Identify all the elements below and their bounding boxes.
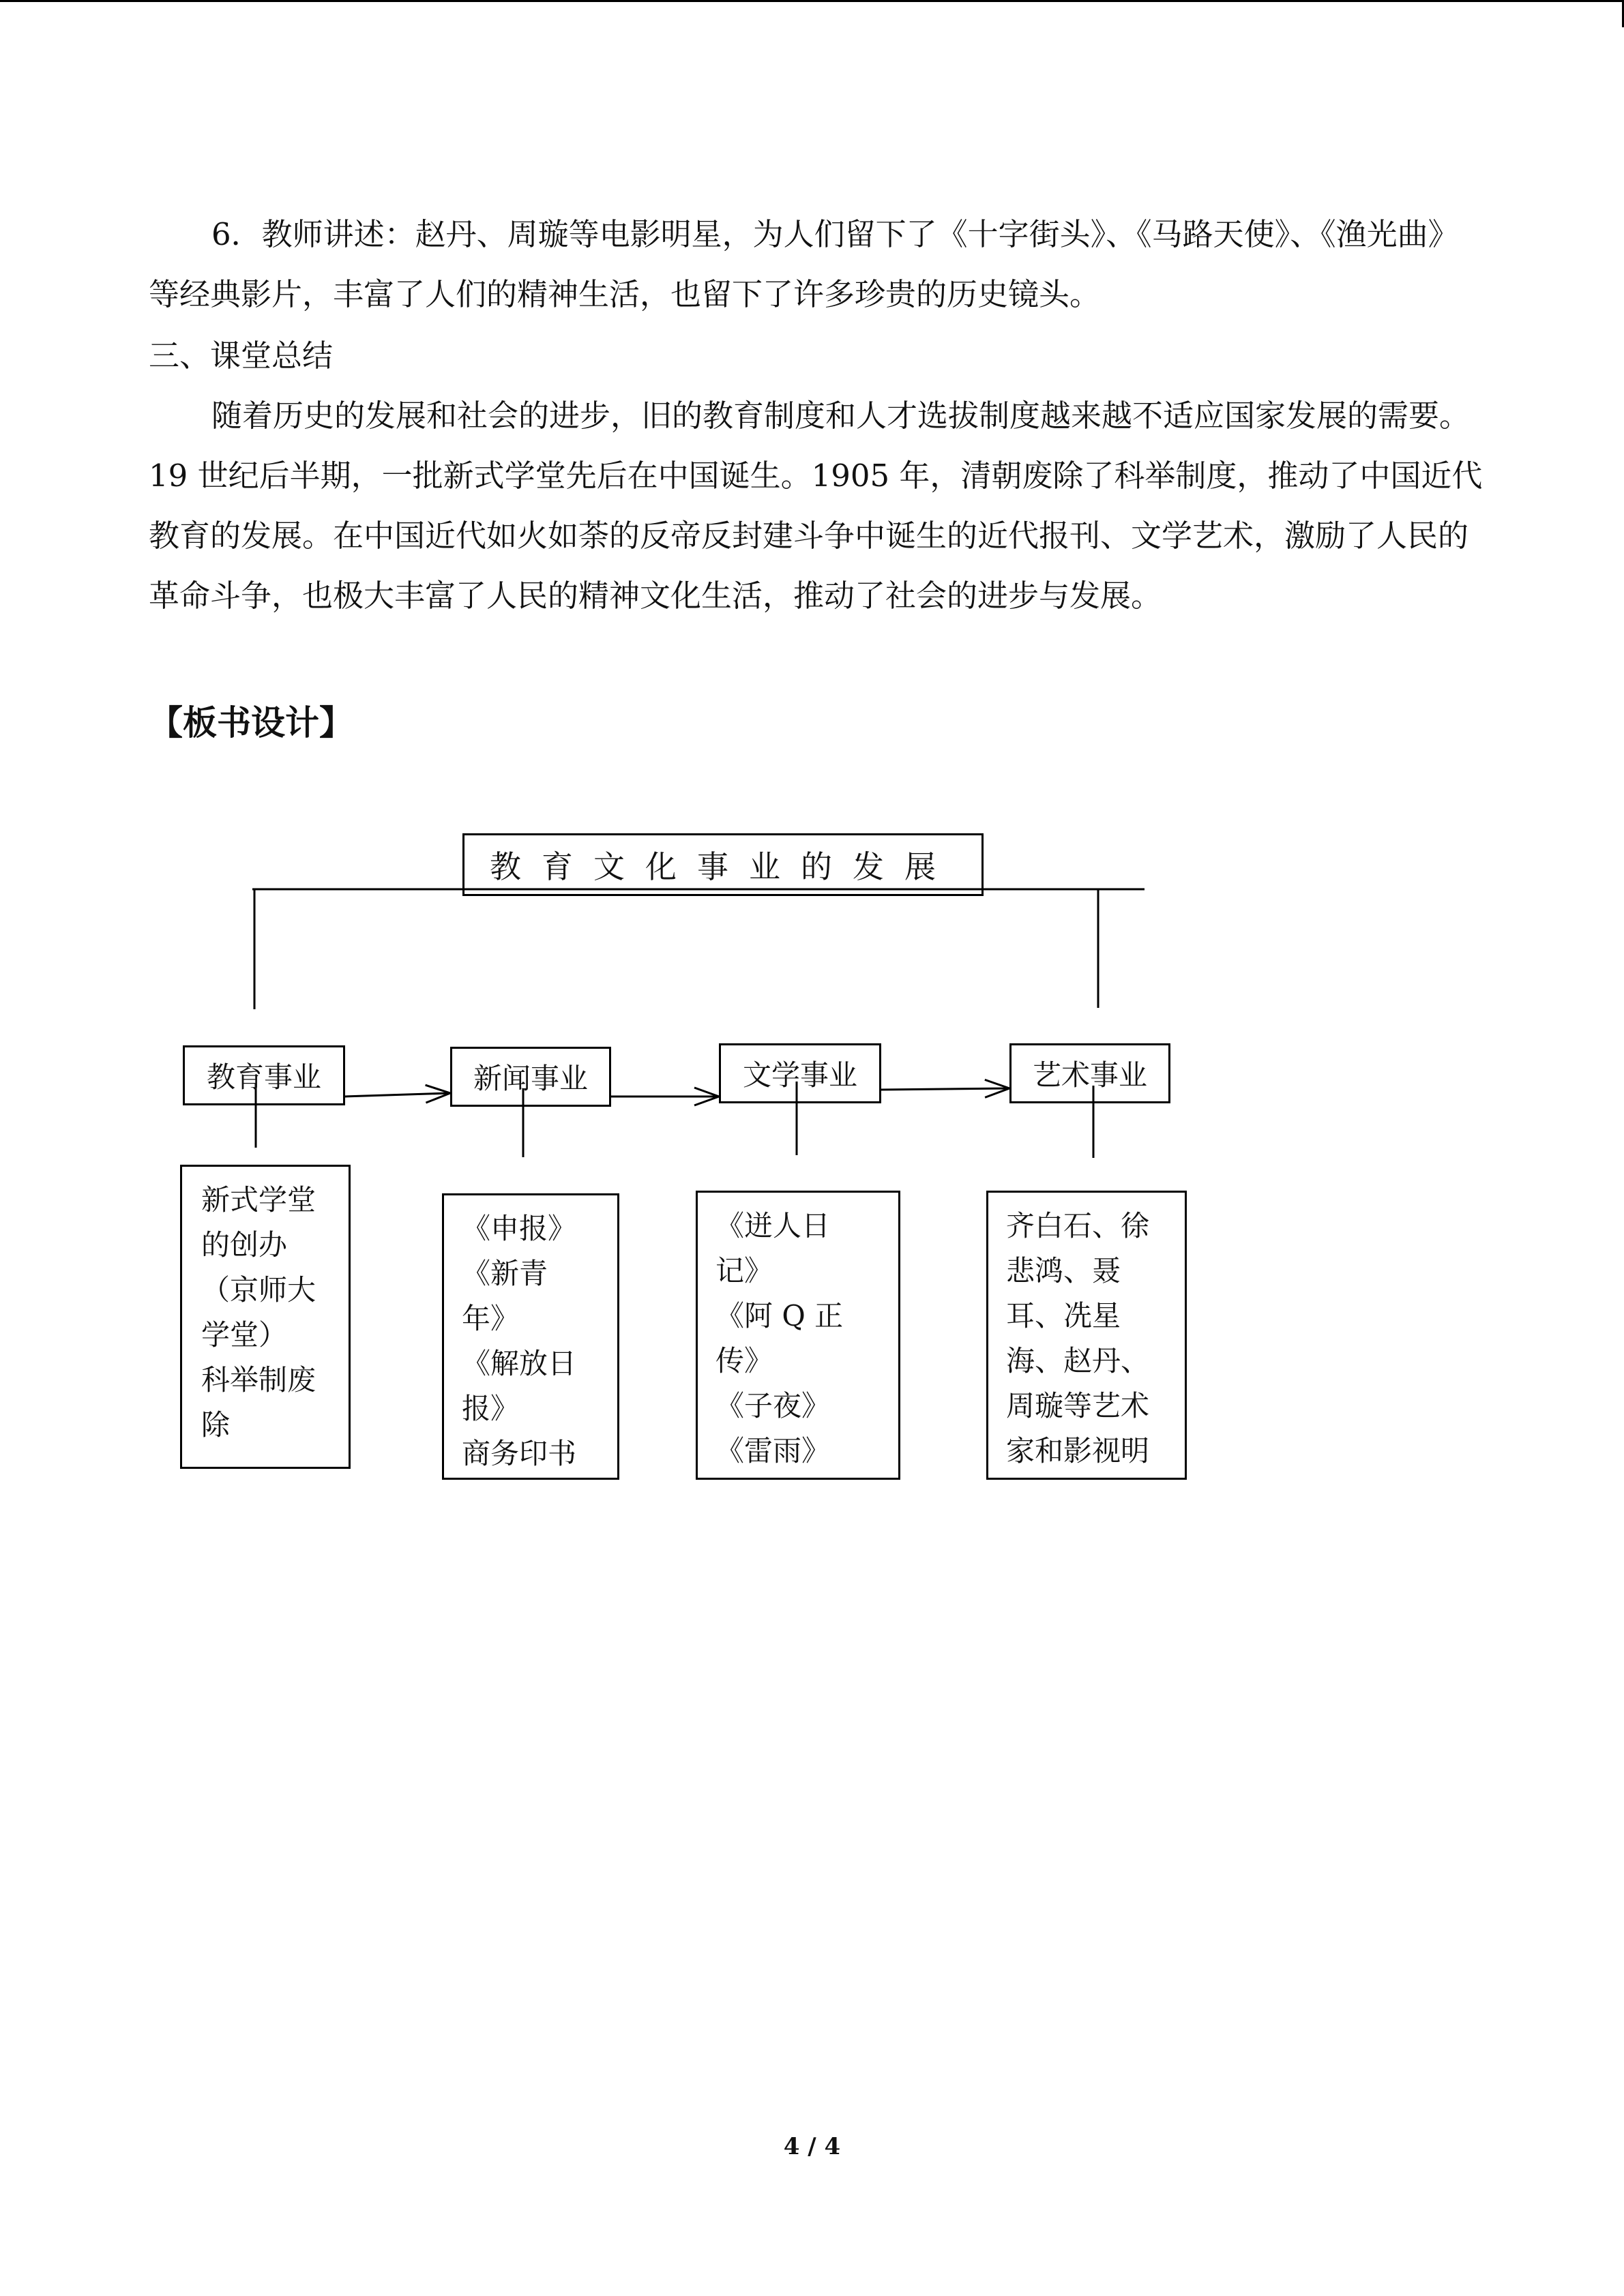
detail-line: 《子夜》: [715, 1389, 831, 1422]
detail-line: 报》: [462, 1392, 520, 1425]
detail-line: 科举制废: [201, 1363, 316, 1397]
category-education: 教育事业: [183, 1045, 345, 1105]
paragraph-teacher-narration: 6．教师讲述：赵丹、周璇等电影明星，为人们留下了《十字街头》、《马路天使》、《渔光曲》等经典影片，丰富了人们的精神生活，也留下了许多珍贵的历史镜头。: [149, 216, 1459, 312]
detail-line: （京师大: [201, 1273, 316, 1307]
detail-line: 《雷雨》: [715, 1434, 831, 1467]
detail-line: 商务印书: [462, 1437, 577, 1470]
detail-line: 《解放日: [462, 1347, 577, 1380]
category-news: 新闻事业: [450, 1047, 611, 1107]
category-art: 艺术事业: [1009, 1043, 1170, 1103]
detail-line: 耳、冼星: [1006, 1299, 1121, 1332]
detail-line: 《申报》: [462, 1212, 577, 1245]
detail-line: 传》: [715, 1344, 773, 1377]
detail-line: 年》: [462, 1302, 520, 1335]
detail-line: 《新青: [462, 1257, 548, 1290]
detail-news: [442, 1193, 619, 1480]
detail-line: 学堂）: [201, 1318, 288, 1352]
arrow-lit-to-art: [881, 1088, 1009, 1090]
detail-line: 海、赵丹、: [1006, 1344, 1150, 1377]
section-heading-summary: 三、课堂总结: [149, 338, 334, 374]
category-literature: 文学事业: [719, 1043, 881, 1103]
detail-line: 悲鸿、聂: [1006, 1254, 1121, 1287]
detail-line: 《阿 Q 正: [715, 1299, 844, 1332]
page-number: 4 / 4: [783, 2133, 841, 2160]
detail-line: 的创办: [201, 1228, 288, 1262]
detail-line: 周璇等艺术: [1006, 1389, 1150, 1422]
detail-line: 新式学堂: [201, 1183, 316, 1217]
board-design-heading: 【板书设计】: [149, 702, 353, 743]
detail-line: 除: [201, 1408, 231, 1442]
detail-literature: [696, 1191, 900, 1480]
arrow-edu-to-news: [345, 1093, 450, 1097]
diagram-title-box: 教育文化事业的发展: [462, 833, 984, 896]
paragraph-summary: 随着历史的发展和社会的进步，旧的教育制度和人才选拔制度越来越不适应国家发展的需要。19 世纪后半期，一批新式学堂先后在中国诞生。1905 年，清朝废除了科举制度，推动了中国近代教育的发展。在中国近代如火如荼的反帝反封建斗争中诞生的近代报刊、文学艺术，激励了人民的革命斗争，也极大丰富了人民的精神文化生活，推动了社会的进步与发展。: [149, 398, 1483, 614]
detail-education: [180, 1165, 351, 1469]
detail-line: 齐白石、徐: [1006, 1209, 1150, 1242]
detail-line: 记》: [715, 1254, 773, 1287]
detail-line: 家和影视明: [1006, 1434, 1150, 1467]
detail-line: 《迸人日: [715, 1209, 831, 1242]
detail-art: [986, 1191, 1187, 1480]
